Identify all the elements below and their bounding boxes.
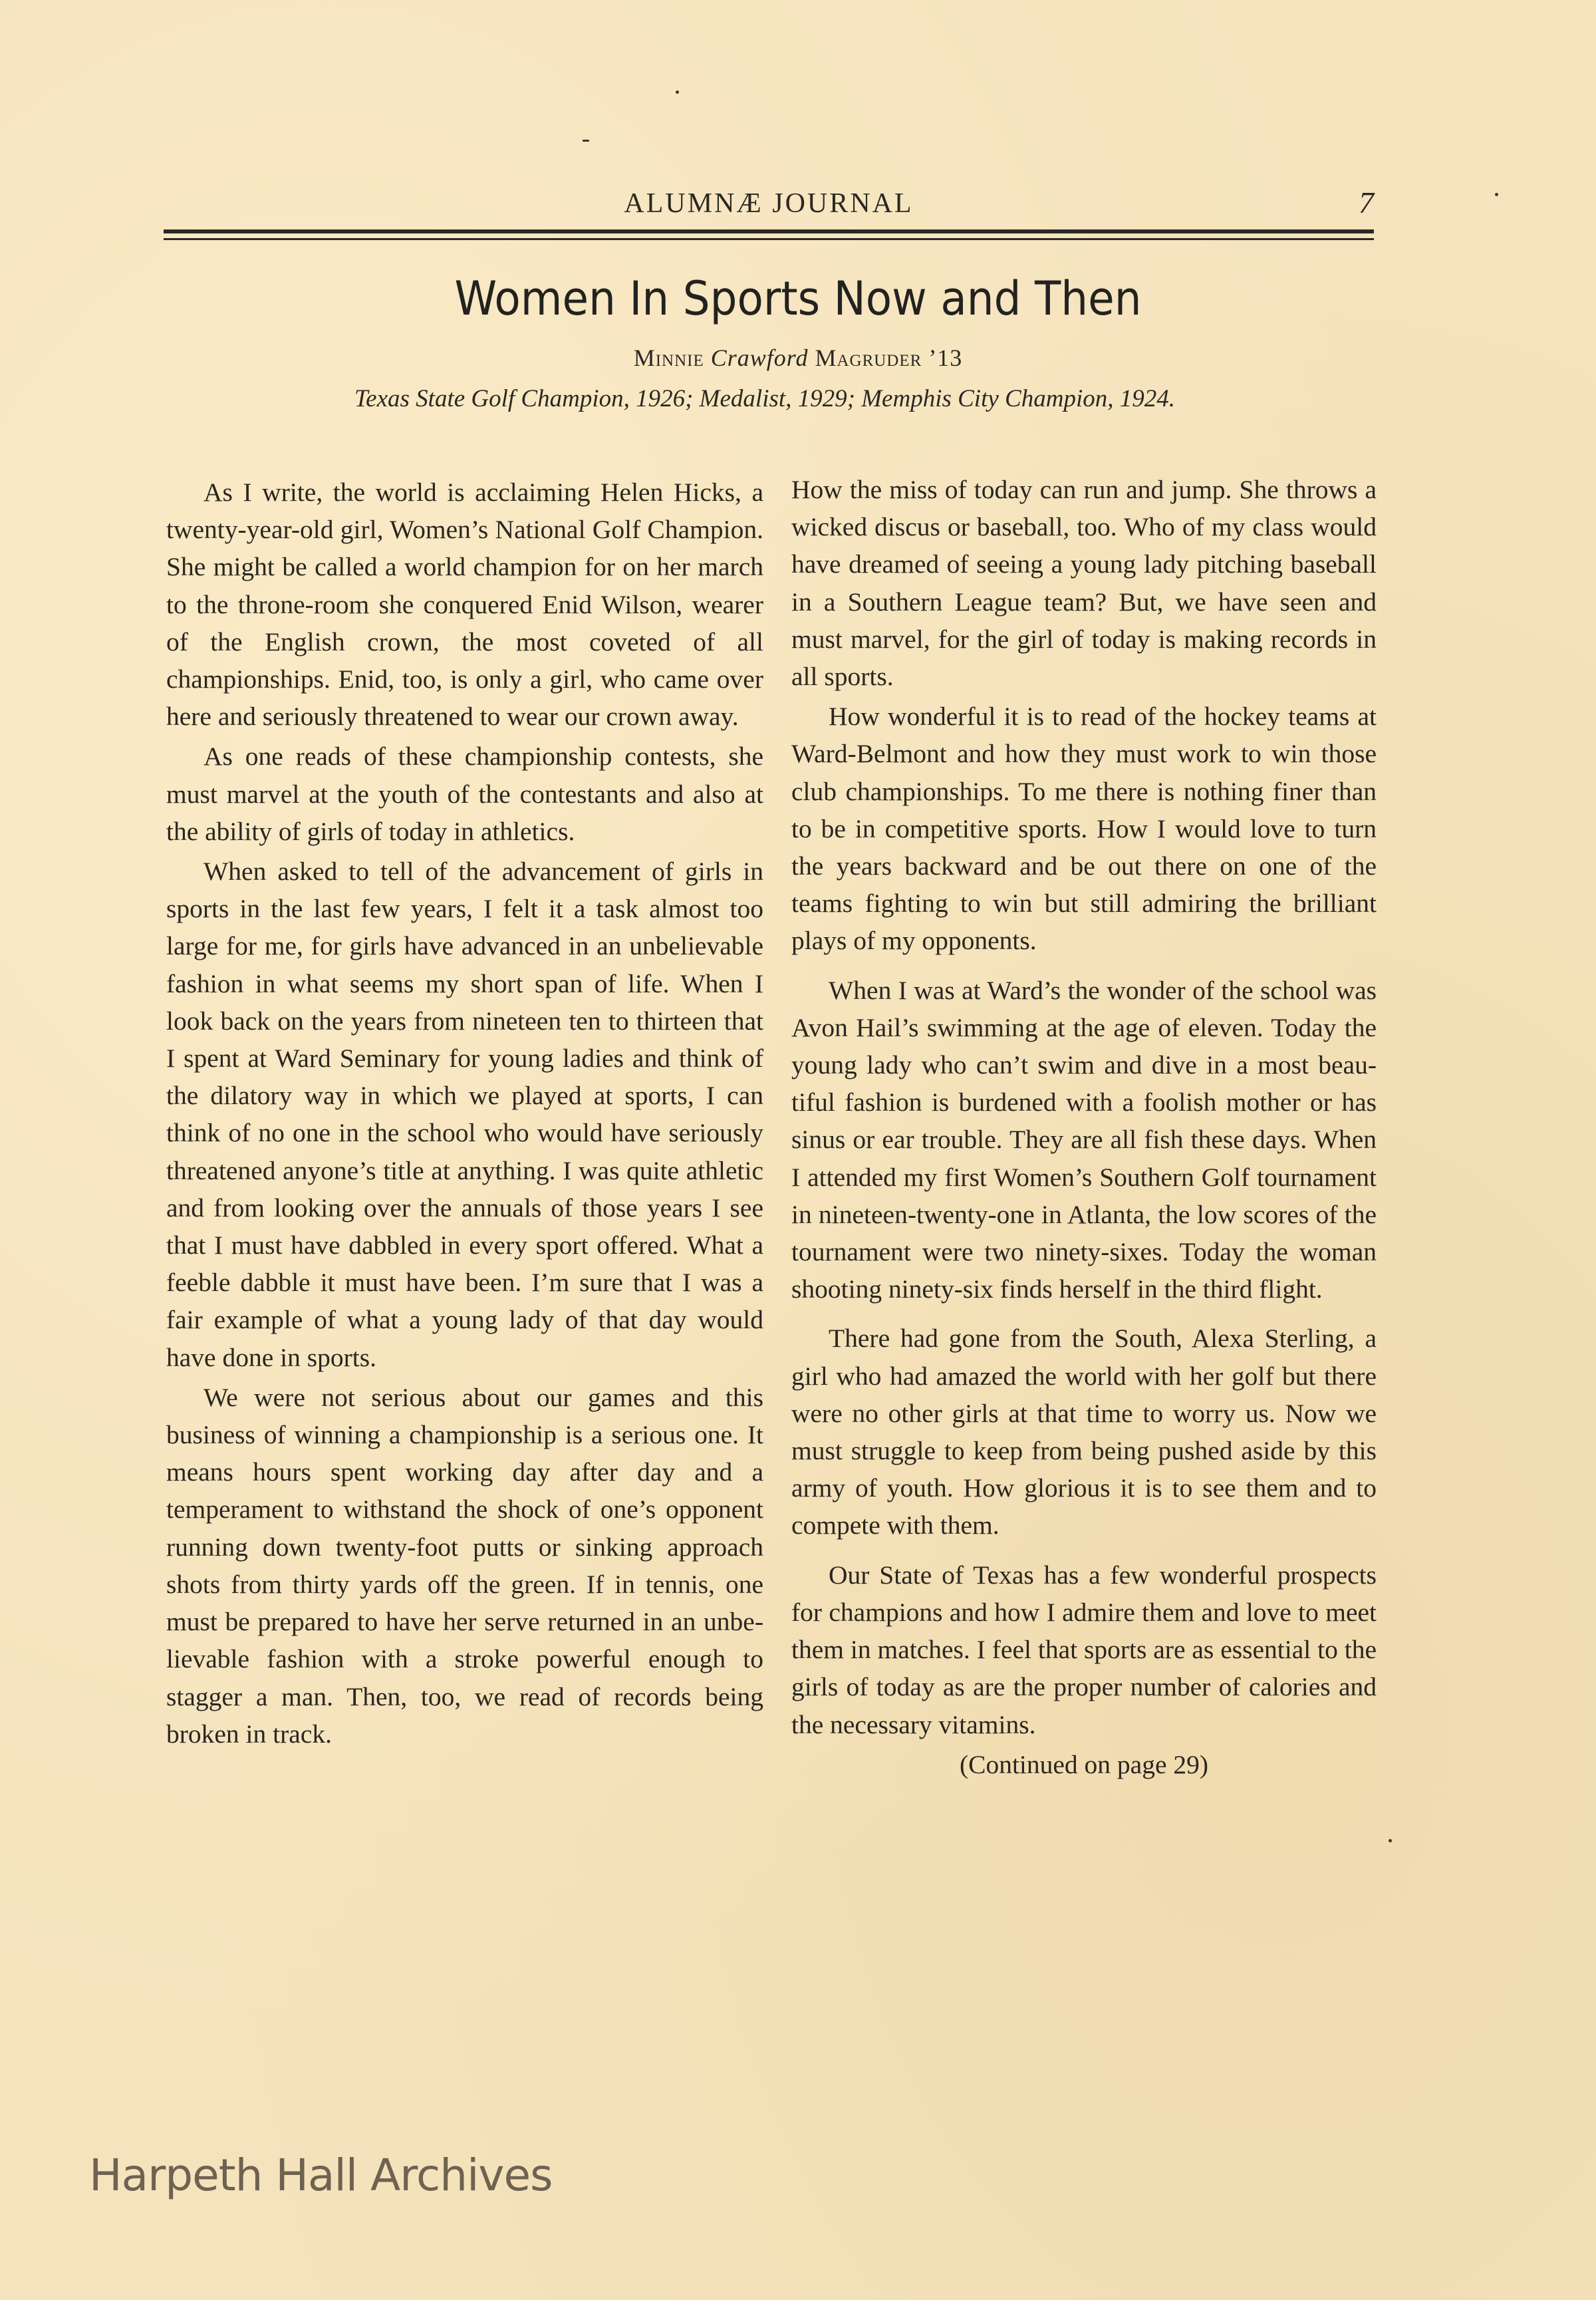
right-column — [791, 471, 1377, 1783]
paragraph: Our State of Texas has a few wonderful prospects for champions and how I admire them and love to meet them in matches. I feel that sports are as essential to the girls of today as are the proper number of calories and the necessary vitamins. — [791, 1560, 1377, 1739]
paragraph: How the miss of today can run and jump. She throws a wicked discus or baseball, too. Who of my class would have dreamed of seeing a young lady pitching baseball in a Southern League team? But, we have seen and must marvel, for the girl of today is making records in all sports. — [791, 475, 1377, 692]
paper-speck — [1389, 1839, 1392, 1842]
journal-name: ALUMNÆ JOURNAL — [624, 188, 914, 219]
left-column — [166, 474, 763, 1753]
author-byline — [0, 344, 1596, 372]
paragraph: How wonderful it is to read of the hockey teams at Ward-Belmont and how they must work to win those club championships. To me there is nothing finer than to be in competitive sports. How I would love to turn the years backward and be out there on one of the teams fighting to win but still admiring the brilliant plays of my opponents. — [791, 702, 1377, 956]
author-middle-name: Crawford — [710, 345, 809, 371]
paragraph: There had gone from the South, Alexa Sterling, a girl who had amazed the world with her golf but there were no other girls at that time to worry us. Now we must struggle to keep from being pushed aside by this army of youth. How glorious it is to see them and to compete with them. — [791, 1324, 1377, 1540]
paper-speck — [583, 140, 589, 142]
paragraph: As I write, the world is acclaiming Helen Hicks, a twenty-year-old girl, Women’s National Golf Champion. She might be called a world champion for on her march to the throne-room she conquered Enid Wilson, wearer of the English crown, the most coveted of all championships. Enid, too, is only a girl, who came over here and seriously threatened to wear our crown away. — [166, 478, 763, 732]
continued-note: (Continued on page 29) — [959, 1749, 1209, 1779]
paragraph: As one reads of these championship contests, she must marvel at the youth of the contestants and also at the ability of girls of today in athletics. — [166, 742, 763, 846]
paragraph: When asked to tell of the advancement of girls in sports in the last few years, I felt it a task almost too large for me, for girls have advanced in an unbelievable fashion in what seems my short span of life. When I look back on the years from nineteen ten to thirteen that I spent at Ward Seminary for young ladies and think of the dilatory way in which we played at sports, I can think of no one in the school who would have seriously threatened anyone’s title at anything. I was quite athletic and from looking over the annuals of those years I see that I must have dabbled in every sport offered. What a feeble dabble it must have been. I’m sure that I was a fair example of what a young lady of that day would have done in sports. — [166, 857, 763, 1372]
header-rule-thin — [164, 238, 1374, 240]
article-title: Women In Sports Now and Then — [454, 271, 1142, 326]
paper-speck — [1495, 193, 1498, 196]
author-first-name: Minnie — [633, 345, 704, 371]
page-number: 7 — [1359, 186, 1374, 219]
running-head — [164, 180, 1374, 233]
author-last-name: Magruder — [815, 345, 922, 371]
author-class-year: ’13 — [928, 345, 963, 371]
paragraph: When I was at Ward’s the wonder of the school was Avon Hail’s swimming at the age of eleven. Today the young lady who can’t swim and dive in a most beautiful fashion is burdened with a foolish mother or has sinus or ear trouble. They are all fish these days. When I attended my first Women’s Southern Golf tournament in nineteen-twenty-one in Atlanta, the low scores of the tournament were two ninety-sixes. Today the woman shooting ninety-six finds herself in the third flight. — [791, 975, 1377, 1304]
archive-watermark: Harpeth Hall Archives — [89, 2150, 553, 2201]
paper-speck — [676, 90, 679, 94]
paragraph: We were not serious about our games and this business of winning a championship is a serious one. It means hours spent working day after day and a temperament to withstand the shock of one’s opponent running down twenty-foot putts or sinking approach shots from thirty yards off the green. If in tennis, one must be prepared to have her serve returned in an unbelievable fashion with a stroke powerful enough to stagger a man. Then, too, we read of records being broken in track. — [166, 1382, 763, 1749]
header-rule-thick — [164, 229, 1374, 233]
author-honors: Texas State Golf Champion, 1926; Medalist, 1929; Memphis City Champion, 1924. — [354, 385, 1175, 412]
